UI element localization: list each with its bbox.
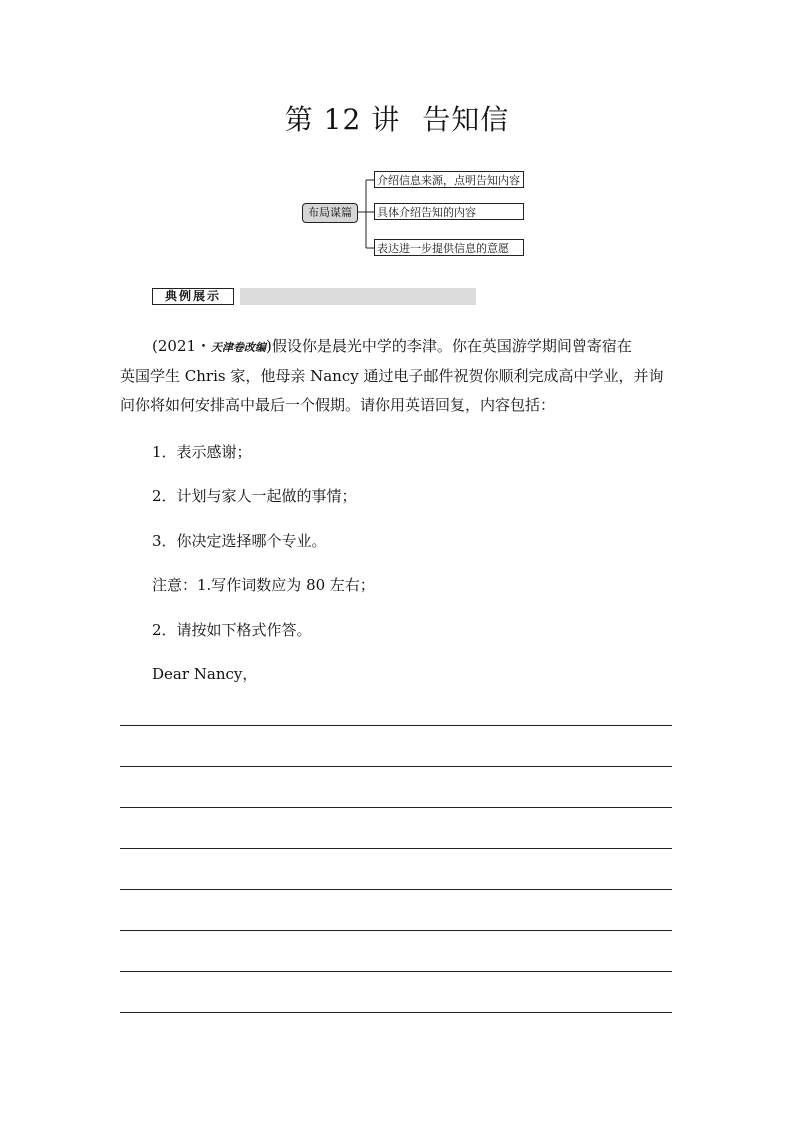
- letter-salutation: Dear Nancy，: [152, 665, 258, 683]
- section-bar: [240, 288, 476, 305]
- outline-branch-3: 表达进一步提供信息的意愿: [374, 239, 524, 256]
- task-source: 天津卷改编: [211, 341, 267, 354]
- task-year: (2021・: [152, 337, 212, 355]
- lesson-number: 第 12 讲: [284, 103, 401, 136]
- outline-connectors: [0, 0, 794, 270]
- section-label: 典例展示: [152, 288, 234, 305]
- answer-line[interactable]: [120, 971, 672, 972]
- answer-line[interactable]: [120, 889, 672, 890]
- task-line-2: 英国学生 Chris 家，他母亲 Nancy 通过电子邮件祝贺你顺利完成高中学业，并询: [120, 367, 664, 385]
- task-line-1: (2021・天津卷改编)假设你是晨光中学的李津。你在英国游学期间曾寄宿在: [152, 337, 632, 355]
- outline-diagram: [0, 0, 794, 270]
- content-point-3: 3．你决定选择哪个专业。: [152, 532, 327, 550]
- task-prompt: [120, 332, 676, 420]
- answer-line[interactable]: [120, 766, 672, 767]
- note-format: 2．请按如下格式作答。: [152, 621, 312, 639]
- answer-line[interactable]: [120, 930, 672, 931]
- answer-line[interactable]: [120, 848, 672, 849]
- task-close-paren: ): [266, 337, 272, 355]
- lesson-topic: 告知信: [422, 103, 510, 136]
- content-point-1: 1．表示感谢；: [152, 443, 252, 461]
- task-line-3: 问你将如何安排高中最后一个假期。请你用英语回复，内容包括：: [120, 396, 556, 414]
- note-word-count: 注意：1.写作词数应为 80 左右；: [152, 576, 375, 594]
- outline-branch-1: 介绍信息来源，点明告知内容: [374, 171, 524, 188]
- answer-line[interactable]: [120, 1012, 672, 1013]
- answer-line[interactable]: [120, 807, 672, 808]
- outline-branch-2: 具体介绍告知的内容: [374, 203, 524, 220]
- outline-root: 布局谋篇: [302, 203, 358, 223]
- answer-line[interactable]: [120, 725, 672, 726]
- content-point-2: 2．计划与家人一起做的事情；: [152, 487, 357, 505]
